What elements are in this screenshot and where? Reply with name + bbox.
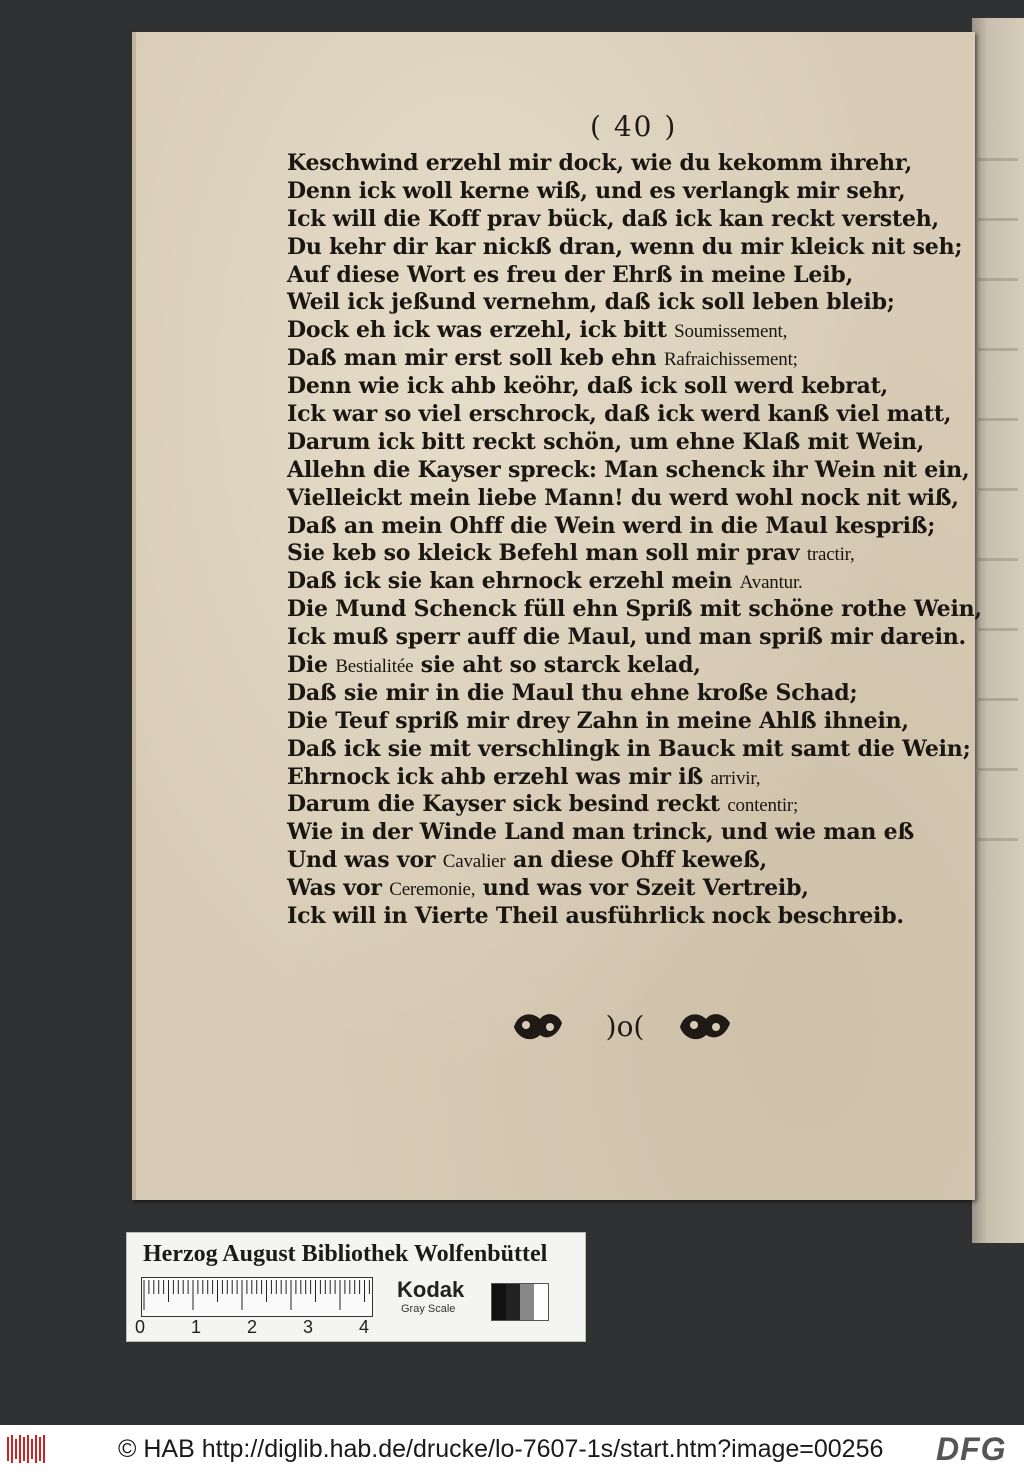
text-line-body: an diese Ohff keweß, [513, 847, 768, 874]
page-number: ( 40 ) [590, 110, 678, 143]
ruler-number: 0 [135, 1317, 146, 1337]
dfg-logo: DFG [936, 1431, 1007, 1467]
roman-word: Bestialitée [335, 656, 414, 678]
text-line-body: Dock eh ick was erzehl, ick bitt [287, 317, 667, 344]
text-line-body: Denn ick woll kerne wiß, und es verlangk mir sehr, [287, 177, 906, 204]
text-line [287, 289, 967, 317]
text-line-body: Denn wie ick ahb keöhr, daß ick soll werd kebrat, [287, 373, 889, 400]
ruler-number: 2 [247, 1317, 258, 1337]
text-line [287, 513, 967, 541]
text-line-body: Sie keb so kleick Befehl man soll mir prav [287, 540, 800, 567]
text-line [287, 652, 967, 680]
roman-word: Avantur. [739, 572, 803, 594]
roman-word: contentir; [727, 795, 799, 817]
roman-word: arrivir, [710, 767, 761, 789]
roman-word: Cavalier [442, 851, 506, 873]
ruler-number: 3 [303, 1317, 314, 1337]
text-line-body: Die Mund Schenck füll ehn Spriß mit schöne rothe Wein, [287, 596, 982, 623]
text-line-body: Darum die Kayser sick besind reckt [287, 791, 720, 818]
text-line [287, 735, 971, 764]
text-line [287, 345, 967, 373]
text-line-body: Ick will die Koff prav bück, daß ick kan reckt versteh, [287, 205, 939, 232]
library-name: Herzog August Bibliothek Wolfenbüttel [143, 1241, 548, 1267]
text-line-prefix: Was vor [287, 875, 382, 902]
text-line-body: Daß man mir erst soll keb ehn [287, 345, 657, 372]
text-line-prefix: Die [287, 652, 328, 679]
adjacent-page-edge [972, 18, 1024, 1243]
text-line [287, 791, 967, 819]
text-line-body: Daß sie mir in die Maul thu ehne kroße Schad; [287, 679, 858, 706]
barcode-icon [6, 1433, 46, 1465]
roman-word: tractir, [806, 544, 855, 566]
text-line [287, 568, 967, 596]
ornament-text: )o( [605, 1010, 645, 1043]
text-line [287, 178, 967, 206]
roman-word: Ceremonie, [389, 879, 476, 901]
text-line-body: Allehn die Kayser spreck: Man schenck ihr Wein nit ein, [287, 456, 970, 483]
text-line [287, 150, 967, 178]
text-line-body: Ick muß sperr auff die Maul, und man spriß mir darein. [287, 624, 966, 651]
text-line-body: Daß ick sie kan ehrnock erzehl mein [287, 568, 733, 595]
text-line-body: Auf diese Wort es freu der Ehrß in meine Leib, [287, 261, 854, 288]
ruler-number: 1 [191, 1317, 202, 1337]
text-line [287, 819, 967, 847]
text-line [287, 764, 967, 792]
text-line [287, 262, 967, 290]
text-line-body: Die Teuf spriß mir drey Zahn in meine Ahlß ihnein, [287, 707, 909, 734]
text-line-body: Du kehr dir kar nickß dran, wenn du mir kleick nit seh; [287, 233, 963, 260]
text-line [287, 540, 967, 568]
roman-word: Rafraichissement; [663, 349, 798, 371]
ruler-numbers [135, 1317, 435, 1337]
footer-bar [0, 1425, 1024, 1472]
text-line [287, 456, 970, 485]
copyright-url[interactable]: © HAB http://diglib.hab.de/drucke/lo-7607-1s/start.htm?image=00256 [118, 1435, 884, 1463]
text-line [287, 234, 967, 262]
text-line [287, 680, 967, 708]
color-calibration-label [126, 1232, 586, 1342]
text-line-body: Daß ick sie mit verschlingk in Bauck mit samt die Wein; [287, 735, 971, 762]
text-line-body: Ick war so viel erschrock, daß ick werd kanß viel matt, [287, 401, 952, 428]
ornament-icon [510, 1005, 740, 1049]
text-line [287, 847, 967, 875]
ruler-number: 4 [359, 1317, 370, 1337]
text-line [287, 429, 967, 457]
text-line-body: Vielleickt mein liebe Mann! du werd wohl nock nit wiß, [287, 484, 959, 511]
text-line [287, 708, 967, 736]
text-line-body: Weil ick jeßund vernehm, daß ick soll leben bleib; [287, 289, 895, 316]
text-line [287, 624, 967, 652]
text-line-body: sie aht so starck kelad, [420, 652, 701, 679]
text-line-body: Ick will in Vierte Theil ausführlick nock beschreib. [287, 903, 904, 930]
text-line [287, 485, 967, 513]
text-line-body: Ehrnock ick ahb erzehl was mir iß [287, 763, 703, 790]
text-line [287, 206, 967, 234]
kodak-brand: Kodak [397, 1277, 465, 1302]
text-line [287, 373, 967, 401]
roman-word: Soumissement, [674, 321, 788, 343]
text-line [287, 317, 967, 345]
text-line-body: Daß an mein Ohff die Wein werd in die Maul kespriß; [287, 512, 936, 539]
text-line-prefix: Und was vor [287, 847, 436, 874]
text-line-body: Wie in der Winde Land man trinck, und wie man eß [287, 819, 914, 846]
text-line [287, 401, 967, 429]
text-line [287, 903, 967, 931]
kodak-subtitle: Gray Scale [401, 1303, 456, 1315]
text-line [287, 875, 967, 903]
gray-scale-patch [491, 1283, 549, 1321]
text-line-body: und was vor Szeit Vertreib, [482, 875, 809, 902]
poem-text [287, 150, 982, 931]
scale-ruler [141, 1277, 373, 1317]
text-line-body: Darum ick bitt reckt schön, um ehne Klaß mit Wein, [287, 428, 925, 455]
text-line [287, 596, 982, 624]
text-line-body: Keschwind erzehl mir dock, wie du kekomm ihrehr, [287, 150, 913, 176]
